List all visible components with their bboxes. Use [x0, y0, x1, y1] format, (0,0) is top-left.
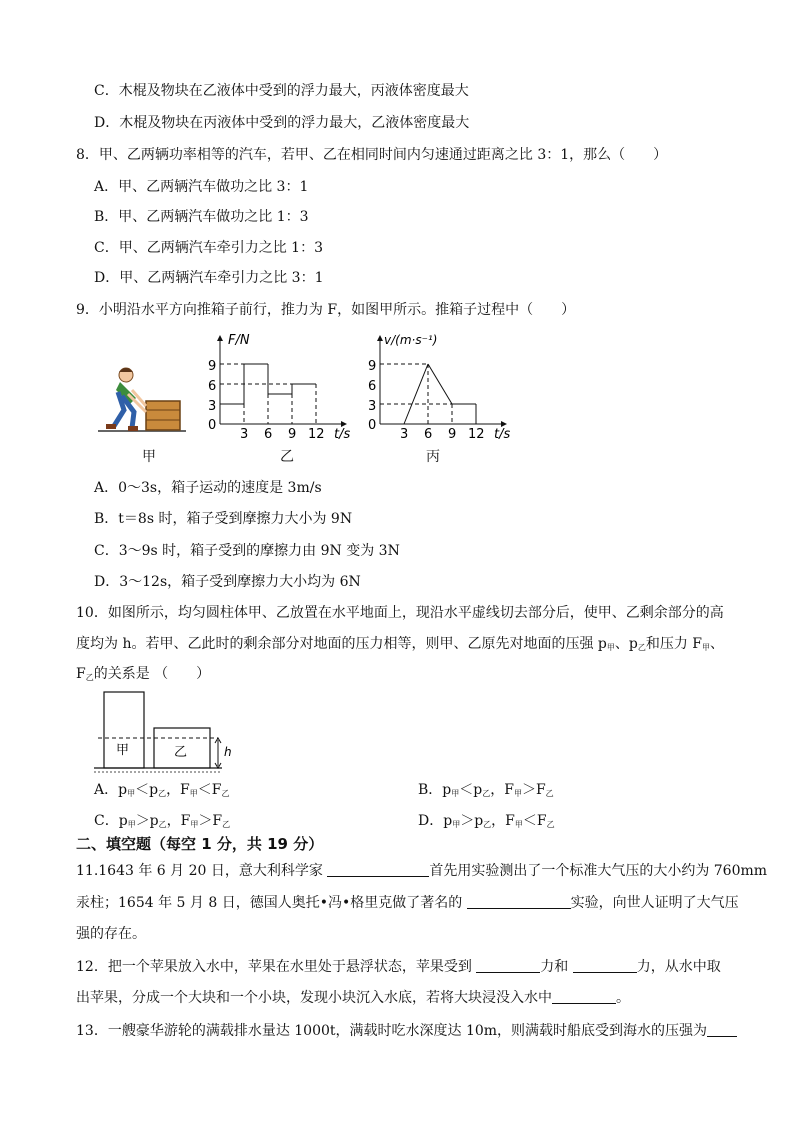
q9-option-a: A．0～3s，箱子运动的速度是 3m/s — [94, 480, 322, 496]
graph-yi-ytick-0: 0 — [208, 418, 217, 433]
graph-yi-xtick-3: 3 — [240, 427, 249, 442]
q10-stem-line2: 度均为 h。若甲、乙此时的剩余部分对地面的压力相等，则甲、乙原先对地面的压强 $p_甲$、$p_乙$和压力 $F_甲$、 — [76, 636, 725, 652]
q10-option-d: D．$p_甲>p_乙$，$F_甲<F_乙$ — [418, 813, 555, 829]
q12-line2: 出苹果，分成一个大块和一个小块，发现小块沉入水底，若将大块浸没入水中 。 — [76, 990, 630, 1006]
graph-yi-xlabel: t/s — [334, 427, 351, 442]
q10-option-c: C．$p_甲>p_乙$，$F_甲>F_乙$ — [94, 813, 231, 829]
graph-force-time — [200, 332, 360, 442]
graph-bing-ytick-0: 0 — [368, 418, 377, 433]
figure-label-bing: 丙 — [426, 449, 440, 465]
q7-option-d: D．木棍及物块在丙液体中受到的浮力最大，乙液体密度最大 — [94, 115, 470, 131]
q12-line1: 12．把一个苹果放入水中，苹果在水里处于悬浮状态，苹果受到 力和 力，从水中取 — [76, 959, 721, 975]
graph-bing-ytick-9: 9 — [368, 359, 377, 374]
graph-bing-xtick-6: 6 — [424, 427, 433, 442]
q11-blank-2[interactable] — [467, 894, 571, 909]
q11-blank-1[interactable] — [327, 862, 429, 877]
q10-stem-line1: 10．如图所示，均匀圆柱体甲、乙放置在水平地面上，现沿水平虚线切去部分后，使甲、乙剩余部分的高 — [76, 605, 724, 621]
q10-option-b: B．$p_甲<p_乙$，$F_甲>F_乙$ — [418, 782, 554, 798]
velocity-fall-6-9 — [428, 364, 452, 404]
cylinder-yi-label: 乙 — [174, 745, 188, 760]
section-title-fill-in: 二、填空题（每空 1 分，共 19 分） — [76, 835, 324, 853]
graph-yi-xtick-6: 6 — [264, 427, 273, 442]
q9-option-d: D．3～12s，箱子受到摩擦力大小均为 6N — [94, 574, 361, 590]
q7-option-c: C．木棍及物块在乙液体中受到的浮力最大，丙液体密度最大 — [94, 83, 469, 99]
q8-option-d: D．甲、乙两辆汽车牵引力之比 3：1 — [94, 270, 324, 286]
q12-blank-2[interactable] — [573, 958, 637, 973]
graph-velocity-time — [360, 332, 520, 442]
q12-blank-3[interactable] — [552, 989, 616, 1004]
boy-pushing-box-figure — [96, 362, 188, 436]
graph-bing-ytick-3: 3 — [368, 399, 377, 414]
graph-bing-xlabel: t/s — [494, 427, 511, 442]
graph-bing-ylabel: v/(m·s⁻¹) — [384, 333, 438, 347]
cylinders-figure — [94, 688, 244, 774]
graph-yi-ylabel: F/N — [228, 333, 250, 348]
velocity-rise-3-6 — [404, 364, 428, 424]
height-h-label: h — [224, 745, 232, 759]
q9-stem: 9．小明沿水平方向推箱子前行，推力为 F，如图甲所示。推箱子过程中（ ） — [76, 302, 576, 318]
graph-yi-xtick-12: 12 — [308, 427, 325, 442]
q9-option-c: C．3～9s 时，箱子受到的摩擦力由 9N 变为 3N — [94, 543, 400, 559]
q8-option-b: B．甲、乙两辆汽车做功之比 1：3 — [94, 209, 309, 225]
graph-bing-xtick-3: 3 — [400, 427, 409, 442]
q8-option-c: C．甲、乙两辆汽车牵引力之比 1：3 — [94, 240, 323, 256]
graph-bing-xtick-12: 12 — [468, 427, 485, 442]
graph-yi-ytick-6: 6 — [208, 379, 217, 394]
q10-option-a: A．$p_甲<p_乙$，$F_甲<F_乙$ — [94, 782, 230, 798]
q8-stem: 8．甲、乙两辆功率相等的汽车，若甲、乙在相同时间内匀速通过距离之比 3：1，那么（ ） — [76, 147, 668, 163]
q13-line1: 13．一艘豪华游轮的满载排水量达 1000t，满载时吃水深度达 10m，则满载时船底受到海水的压强为 — [76, 1021, 737, 1041]
graph-yi-ytick-3: 3 — [208, 399, 217, 414]
graph-yi-xtick-9: 9 — [288, 427, 297, 442]
figure-label-jia: 甲 — [142, 449, 156, 465]
q12-blank-1[interactable] — [476, 958, 540, 973]
q11-line3: 强的存在。 — [76, 926, 146, 942]
graph-bing-ytick-6: 6 — [368, 379, 377, 394]
q10-stem-line3: $F_乙$的关系是 （ ） — [76, 666, 211, 682]
q13-blank-1[interactable] — [707, 1022, 737, 1037]
cylinder-jia-label: 甲 — [116, 743, 130, 758]
graph-bing-xtick-9: 9 — [448, 427, 457, 442]
graph-yi-ytick-9: 9 — [208, 359, 217, 374]
q9-option-b: B．t＝8s 时，箱子受到摩擦力大小为 9N — [94, 511, 353, 527]
figure-label-yi: 乙 — [280, 449, 294, 465]
q11-line1: 11.1643 年 6 月 20 日，意大利科学家 首先用实验测出了一个标准大气压的大小约为 760mm — [76, 863, 768, 879]
q8-option-a: A．甲、乙两辆汽车做功之比 3：1 — [94, 179, 309, 195]
q11-line2: 汞柱；1654 年 5 月 8 日，德国人奥托•冯•格里克做了著名的 实验，向世人证明了大气压 — [76, 895, 739, 911]
